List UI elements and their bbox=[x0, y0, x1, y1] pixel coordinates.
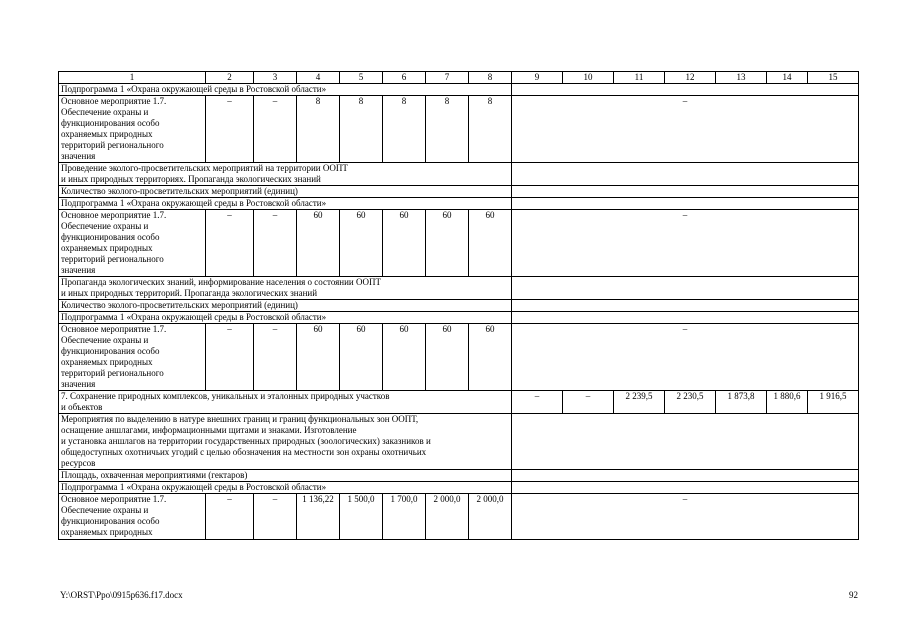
value-cell: 1 700,0 bbox=[383, 494, 426, 540]
empty-cell bbox=[512, 84, 859, 96]
measure-label: Основное мероприятие 1.7. Обеспечение охраны и функционирования особо охраняемых природных территорий регионального значения bbox=[59, 96, 206, 163]
table-row bbox=[59, 324, 859, 391]
col-number: 7 bbox=[426, 72, 469, 84]
col-number: 5 bbox=[340, 72, 383, 84]
empty-cell bbox=[512, 312, 859, 324]
value-cell: 60 bbox=[426, 210, 469, 277]
value-cell: 1 136,22 bbox=[297, 494, 340, 540]
col-number: 9 bbox=[512, 72, 563, 84]
col-number: 8 bbox=[469, 72, 512, 84]
col-number: 1 bbox=[59, 72, 206, 84]
value-cell: 60 bbox=[426, 324, 469, 391]
value-cell: 8 bbox=[426, 96, 469, 163]
value-cell: – bbox=[512, 391, 563, 414]
value-cell: – bbox=[254, 96, 297, 163]
value-cell: – bbox=[563, 391, 614, 414]
activity-cell: Мероприятия по выделению в натуре внешних границ и границ функциональных зон ООПТ, оснащение аншлагами, информационными щитами и знаками. Изготовление и установка аншлагов на территории государственных природных (зоологических) заказников и общедоступных охотничьих угодий с целью обозначения на местности зон охраны охотничьих ресурсов bbox=[59, 414, 512, 470]
empty-cell bbox=[512, 186, 859, 198]
value-cell: – bbox=[512, 210, 859, 277]
empty-cell bbox=[512, 277, 859, 300]
indicator-cell: Площадь, охваченная мероприятиями (гектаров) bbox=[59, 470, 512, 482]
value-cell: – bbox=[206, 210, 254, 277]
table-row bbox=[59, 494, 859, 540]
value-cell: 60 bbox=[297, 210, 340, 277]
activity-cell: Проведение эколого-просветительских мероприятий на территории ООПТ и иных природных территориях. Пропаганда экологических знаний bbox=[59, 163, 512, 186]
value-cell: 60 bbox=[297, 324, 340, 391]
col-number: 15 bbox=[808, 72, 859, 84]
measure-label: Основное мероприятие 1.7. Обеспечение охраны и функционирования особо охраняемых природных территорий регионального значения bbox=[59, 324, 206, 391]
col-number: 11 bbox=[614, 72, 665, 84]
subprogram-cell: Подпрограмма 1 «Охрана окружающей среды в Ростовской области» bbox=[59, 198, 512, 210]
value-cell: 8 bbox=[340, 96, 383, 163]
value-cell: – bbox=[254, 324, 297, 391]
value-cell: 2 239,5 bbox=[614, 391, 665, 414]
value-cell: 8 bbox=[297, 96, 340, 163]
goal-cell: 7. Сохранение природных комплексов, уникальных и эталонных природных участков и объектов bbox=[59, 391, 512, 414]
value-cell: 60 bbox=[340, 210, 383, 277]
value-cell: 60 bbox=[469, 324, 512, 391]
value-cell: 1 500,0 bbox=[340, 494, 383, 540]
col-number: 2 bbox=[206, 72, 254, 84]
subprogram-cell: Подпрограмма 1 «Охрана окружающей среды в Ростовской области» bbox=[59, 84, 512, 96]
file-path: Y:\ORST\Ppo\0915p636.f17.docx bbox=[60, 590, 183, 600]
table-row bbox=[59, 312, 859, 324]
value-cell: – bbox=[254, 210, 297, 277]
table-row bbox=[59, 84, 859, 96]
measure-label: Основное мероприятие 1.7. Обеспечение охраны и функционирования особо охраняемых природных bbox=[59, 494, 206, 540]
table-row bbox=[59, 391, 859, 414]
table-row bbox=[59, 300, 859, 312]
col-number: 14 bbox=[767, 72, 808, 84]
value-cell: 60 bbox=[340, 324, 383, 391]
table-row bbox=[59, 198, 859, 210]
page-number: 92 bbox=[849, 590, 858, 600]
header-row bbox=[59, 72, 859, 84]
value-cell: – bbox=[512, 324, 859, 391]
value-cell: 2 230,5 bbox=[665, 391, 716, 414]
value-cell: 1 873,8 bbox=[716, 391, 767, 414]
value-cell: – bbox=[512, 96, 859, 163]
value-cell: – bbox=[206, 96, 254, 163]
col-number: 13 bbox=[716, 72, 767, 84]
col-number: 3 bbox=[254, 72, 297, 84]
empty-cell bbox=[512, 482, 859, 494]
indicator-cell: Количество эколого-просветительских мероприятий (единиц) bbox=[59, 300, 512, 312]
table-row bbox=[59, 210, 859, 277]
indicator-cell: Количество эколого-просветительских мероприятий (единиц) bbox=[59, 186, 512, 198]
activity-cell: Пропаганда экологических знаний, информирование населения о состоянии ООПТ и иных природных территорий. Пропаганда экологических знаний bbox=[59, 277, 512, 300]
subprogram-cell: Подпрограмма 1 «Охрана окружающей среды в Ростовской области» bbox=[59, 312, 512, 324]
data-table bbox=[58, 71, 859, 540]
table-row bbox=[59, 482, 859, 494]
empty-cell bbox=[512, 414, 859, 470]
empty-cell bbox=[512, 470, 859, 482]
col-number: 6 bbox=[383, 72, 426, 84]
col-number: 12 bbox=[665, 72, 716, 84]
value-cell: 1 880,6 bbox=[767, 391, 808, 414]
empty-cell bbox=[512, 300, 859, 312]
table-row bbox=[59, 163, 859, 186]
value-cell: 8 bbox=[383, 96, 426, 163]
col-number: 4 bbox=[297, 72, 340, 84]
value-cell: – bbox=[254, 494, 297, 540]
table-row bbox=[59, 186, 859, 198]
table-row bbox=[59, 96, 859, 163]
value-cell: 60 bbox=[383, 210, 426, 277]
value-cell: 8 bbox=[469, 96, 512, 163]
empty-cell bbox=[512, 163, 859, 186]
table-row bbox=[59, 414, 859, 470]
value-cell: 60 bbox=[469, 210, 512, 277]
empty-cell bbox=[512, 198, 859, 210]
value-cell: 2 000,0 bbox=[426, 494, 469, 540]
value-cell: – bbox=[206, 494, 254, 540]
table-row bbox=[59, 277, 859, 300]
col-number: 10 bbox=[563, 72, 614, 84]
subprogram-cell: Подпрограмма 1 «Охрана окружающей среды в Ростовской области» bbox=[59, 482, 512, 494]
value-cell: – bbox=[206, 324, 254, 391]
value-cell: 2 000,0 bbox=[469, 494, 512, 540]
value-cell: – bbox=[512, 494, 859, 540]
measure-label: Основное мероприятие 1.7. Обеспечение охраны и функционирования особо охраняемых природных территорий регионального значения bbox=[59, 210, 206, 277]
value-cell: 1 916,5 bbox=[808, 391, 859, 414]
value-cell: 60 bbox=[383, 324, 426, 391]
table-row bbox=[59, 470, 859, 482]
